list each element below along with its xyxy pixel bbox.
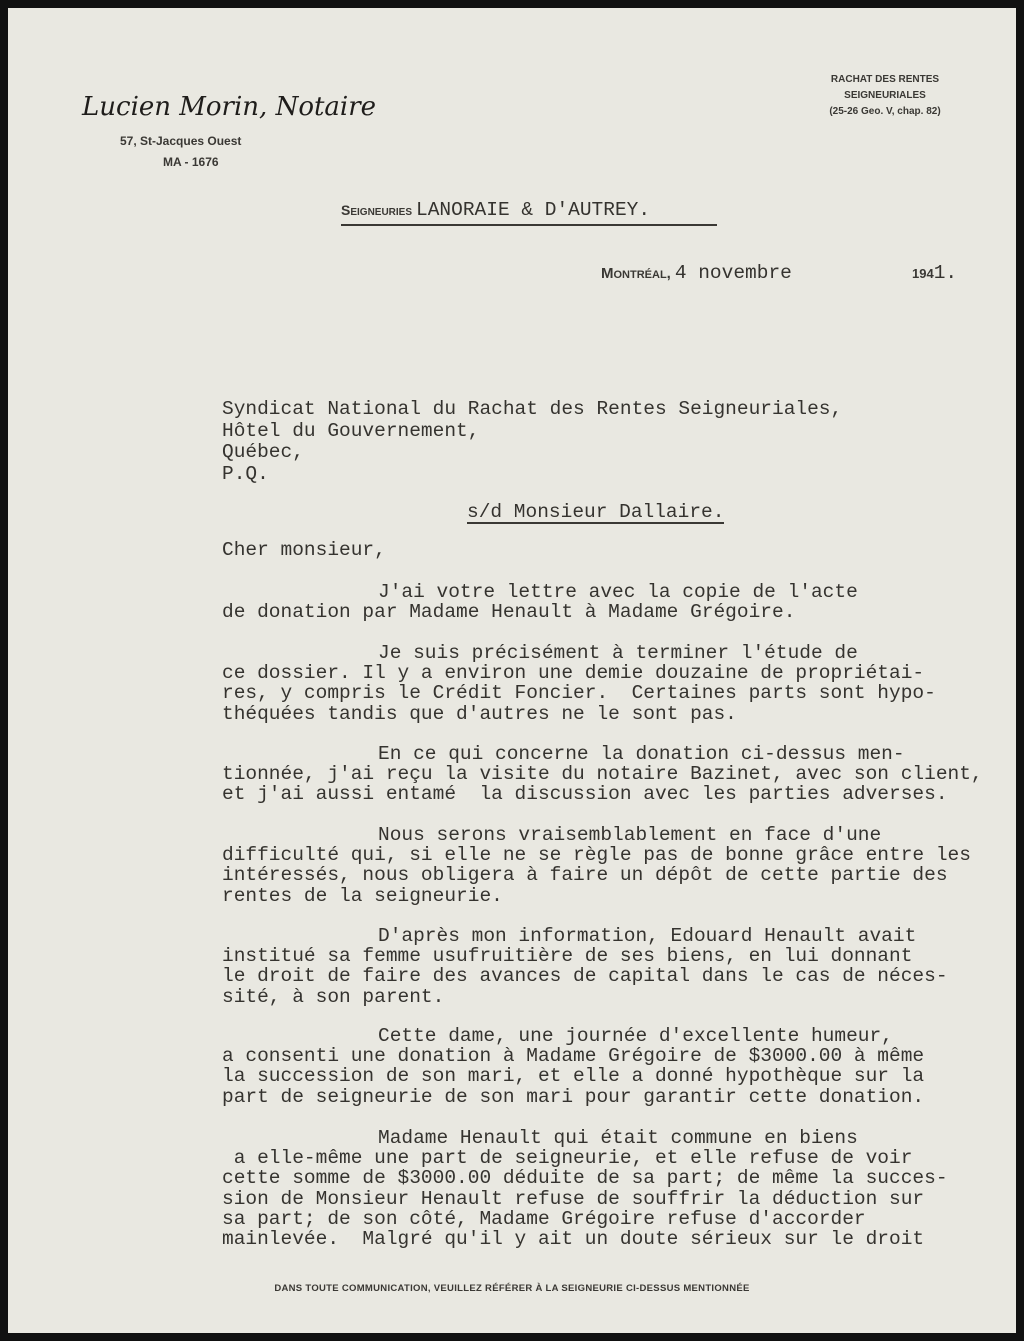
year [912, 263, 957, 283]
text-line: institué sa femme usufruitière de ses biens, en lui donnant [222, 945, 913, 968]
letterhead-right-line: (25-26 Geo. V, chap. 82) [829, 106, 941, 117]
text-line: mainlevée. Malgré qu'il y ait un doute sérieux sur le droit [222, 1227, 925, 1250]
text-line: En ce qui concerne la donation ci-dessus men- [378, 743, 905, 765]
text-line: Je suis précisément à terminer l'étude de [378, 642, 858, 664]
text-line: J'ai votre lettre avec la copie de l'acte [378, 581, 858, 603]
text-line: res, y compris le Crédit Foncier. Certaines parts sont hypo- [222, 682, 936, 705]
text-line: sa part; de son côté, Madame Grégoire refuse d'accorder [222, 1207, 866, 1230]
paragraph [222, 1128, 948, 1249]
text-line: part de seigneurie de son mari pour garantir cette donation. [222, 1085, 925, 1108]
paragraph [222, 744, 983, 805]
text-line: cette somme de $3000.00 déduite de sa part; de même la succes- [222, 1167, 948, 1190]
text-line: la succession de son mari, et elle a donné hypothèque sur la [222, 1065, 925, 1088]
letterhead-name: Lucien Morin, Notaire [82, 92, 377, 122]
paragraph [222, 643, 936, 724]
attention-line: s/d Monsieur Dallaire. [467, 501, 725, 523]
recipient-line: Québec, [222, 441, 304, 463]
text-line: et j'ai aussi entamé la discussion avec les parties adverses. [222, 783, 948, 806]
recipient-block [222, 399, 842, 485]
text-line: le droit de faire des avances de capital dans le cas de néces- [222, 965, 948, 988]
text-line: difficulté qui, si elle ne se règle pas de bonne grâce entre les [222, 844, 971, 867]
text-line: sité, à son parent. [222, 985, 445, 1008]
paragraph [222, 582, 858, 622]
date: 4 novembre [674, 262, 792, 284]
text-line: sion de Monsieur Henault refuse de souffrir la déduction sur [222, 1187, 925, 1210]
subject: LANORAIE & D'AUTREY. [416, 199, 651, 221]
text-line: intéressés, nous obligera à faire un dépôt de cette partie des [222, 864, 948, 887]
city: Montréal, [601, 265, 671, 282]
subject-prefix: Seigneuries [341, 202, 413, 218]
paragraph [222, 926, 948, 1007]
text-line: tionnée, j'ai reçu la visite du notaire Bazinet, avec son client, [222, 763, 983, 786]
footer-note: DANS TOUTE COMMUNICATION, VEUILLEZ RÉFÉRER À LA SEIGNEURIE CI-DESSUS MENTIONNÉE [274, 1283, 750, 1294]
letterhead-right-line: RACHAT DES RENTES [830, 74, 940, 85]
letterhead-right [800, 72, 970, 120]
recipient-line: P.Q. [222, 462, 269, 485]
recipient-line: Syndicat National du Rachat des Rentes Seigneuriales, [222, 398, 843, 420]
year-suffix: 1. [933, 262, 958, 284]
text-line: D'après mon information, Edouard Henault avait [378, 925, 917, 947]
letterhead-address: 57, St-Jacques Ouest [120, 134, 242, 148]
text-line: Nous serons vraisemblablement en face d'une [378, 824, 882, 846]
letterhead-phone: MA - 1676 [163, 155, 219, 169]
text-line: rentes de la seigneurie. [222, 884, 503, 907]
text-line: théquées tandis que d'autres ne le sont pas. [222, 702, 737, 725]
text-line: de donation par Madame Henault à Madame Grégoire. [222, 601, 796, 624]
year-prefix: 194 [912, 266, 934, 281]
text-line: a consenti une donation à Madame Grégoire de $3000.00 à même [222, 1045, 925, 1068]
letterhead-right-line: SEIGNEURIALES [844, 90, 926, 101]
text-line: Cette dame, une journée d'excellente humeur, [378, 1025, 893, 1047]
text-line: Madame Henault qui était commune en biens [378, 1127, 858, 1149]
dateline [601, 263, 792, 283]
paragraph [222, 1026, 924, 1107]
paragraph [222, 825, 971, 906]
recipient-line: Hôtel du Gouvernement, [222, 419, 480, 442]
subject-line [341, 200, 717, 226]
text-line: ce dossier. Il y a environ une demie douzaine de propriétai- [222, 662, 925, 685]
text-line: a elle-même une part de seigneurie, et elle refuse de voir [222, 1147, 913, 1170]
salutation: Cher monsieur, [222, 539, 386, 561]
